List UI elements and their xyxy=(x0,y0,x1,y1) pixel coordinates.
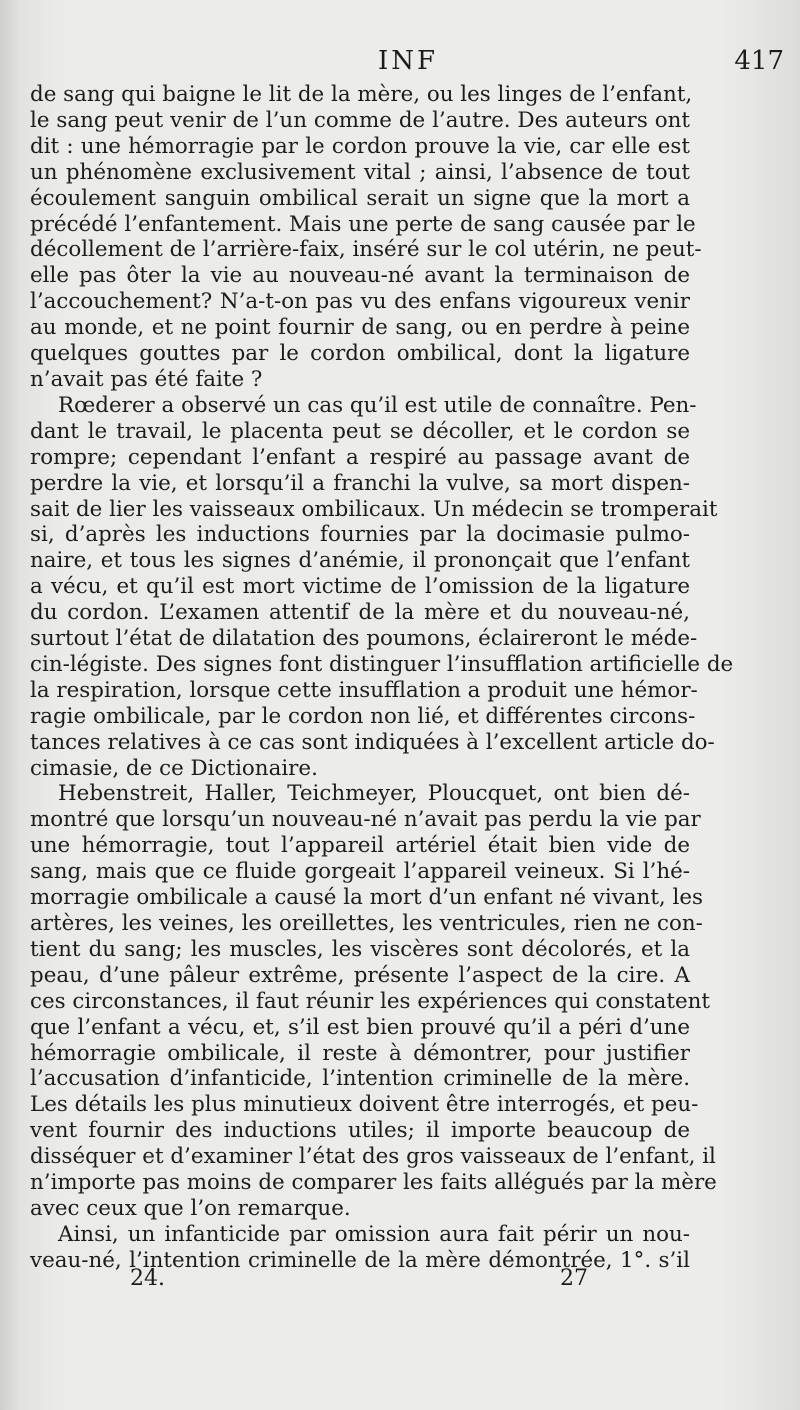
text-line: l’accusation d’infanticide, l’intention criminelle de la mère. xyxy=(30,1066,690,1092)
text-line: sait de lier les vaisseaux ombilicaux. Un médecin se tromperait xyxy=(30,496,718,522)
text-line: une hémorragie, tout l’appareil artériel était bien vide de xyxy=(30,833,690,859)
text-line: n’importe pas moins de comparer les faits allégués par la mère xyxy=(30,1170,717,1196)
text-line: la respiration, lorsque cette insufflation a produit une hémor- xyxy=(30,677,698,703)
text-line: Hebenstreit, Haller, Teichmeyer, Ploucquet, ont bien dé- xyxy=(58,781,690,807)
text-line: le sang peut venir de l’un comme de l’autre. Des auteurs ont xyxy=(30,107,690,133)
running-title: INF xyxy=(377,46,439,76)
page-number: 417 xyxy=(734,46,784,76)
text-line: ces circonstances, il faut réunir les expériences qui constatent xyxy=(30,988,711,1014)
text-line: cimasie, de ce Dictionaire. xyxy=(30,755,318,781)
page-footer xyxy=(0,1266,800,1296)
text-line: au monde, et ne point fournir de sang, ou en perdre à peine xyxy=(30,315,690,341)
text-line: un phénomène exclusivement vital ; ainsi, l’absence de tout xyxy=(30,159,690,185)
text-line: ragie ombilicale, par le cordon non lié, et différentes circons- xyxy=(30,703,696,729)
page-header xyxy=(30,44,786,84)
body-text xyxy=(30,82,734,1274)
text-line: dit : une hémorragie par le cordon prouve la vie, car elle est xyxy=(30,133,690,159)
text-line: a vécu, et qu’il est mort victime de l’omission de la ligature xyxy=(30,574,690,600)
text-line: décollement de l’arrière-faix, inséré sur le col utérin, ne peut- xyxy=(30,237,702,263)
text-line: sang, mais que ce fluide gorgeait l’appareil veineux. Si l’hé- xyxy=(30,859,690,885)
text-line: Les détails les plus minutieux doivent être interrogés, et peu- xyxy=(30,1092,699,1118)
text-line: tient du sang; les muscles, les viscères sont décolorés, et la xyxy=(30,936,690,962)
signature-mark: 24. xyxy=(130,1266,165,1291)
text-line: Rœderer a observé un cas qu’il est utile de connaître. Pen- xyxy=(58,392,697,418)
text-line: elle pas ôter la vie au nouveau-né avant la terminaison de xyxy=(30,263,690,289)
text-line: hémorragie ombilicale, il reste à démontrer, pour justifier xyxy=(30,1040,690,1066)
text-line: montré que lorsqu’un nouveau-né n’avait pas perdu la vie par xyxy=(30,807,701,833)
text-line: morragie ombilicale a causé la mort d’un enfant né vivant, les xyxy=(30,885,704,911)
text-line: de sang qui baigne le lit de la mère, ou les linges de l’enfant, xyxy=(30,82,693,107)
text-line: dant le travail, le placenta peut se décoller, et le cordon se xyxy=(30,418,690,444)
text-line: quelques gouttes par le cordon ombilical, dont la ligature xyxy=(30,341,690,367)
text-line: écoulement sanguin ombilical serait un signe que la mort a xyxy=(30,185,690,211)
text-line: peau, d’une pâleur extrême, présente l’aspect de la cire. A xyxy=(30,962,690,988)
text-line: du cordon. L’examen attentif de la mère et du nouveau-né, xyxy=(30,600,690,626)
text-line: surtout l’état de dilatation des poumons, éclaireront le méde- xyxy=(30,626,698,652)
text-line: que l’enfant a vécu, et, s’il est bien prouvé qu’il a péri d’une xyxy=(30,1014,690,1040)
text-line: précédé l’enfantement. Mais une perte de sang causée par le xyxy=(30,211,696,237)
text-line: Ainsi, un infanticide par omission aura fait périr un nou- xyxy=(58,1221,690,1247)
text-line: cin-légiste. Des signes font distinguer l’insufflation artificielle de xyxy=(30,651,734,677)
text-line: tances relatives à ce cas sont indiquées à l’excellent article do- xyxy=(30,729,715,755)
text-line: rompre; cependant l’enfant a respiré au passage avant de xyxy=(30,444,690,470)
text-line: perdre la vie, et lorsqu’il a franchi la vulve, sa mort dispen- xyxy=(30,470,690,496)
text-line: si, d’après les inductions fournies par la docimasie pulmo- xyxy=(30,522,690,548)
text-line: vent fournir des inductions utiles; il importe beaucoup de xyxy=(30,1118,690,1144)
text-line: naire, et tous les signes d’anémie, il prononçait que l’enfant xyxy=(30,548,690,574)
text-line: l’accouchement? N’a-t-on pas vu des enfans vigoureux venir xyxy=(30,289,690,315)
text-line: veau-né, l’intention criminelle de la mère démontrée, 1°. s’il xyxy=(30,1247,690,1273)
text-line: n’avait pas été faite ? xyxy=(30,366,263,392)
text-line: artères, les veines, les oreillettes, les ventricules, rien ne con- xyxy=(30,911,703,936)
footer-number: 27 xyxy=(560,1266,588,1291)
text-line: disséquer et d’examiner l’état des gros vaisseaux de l’enfant, il xyxy=(30,1144,716,1170)
text-line: avec ceux que l’on remarque. xyxy=(30,1195,351,1221)
